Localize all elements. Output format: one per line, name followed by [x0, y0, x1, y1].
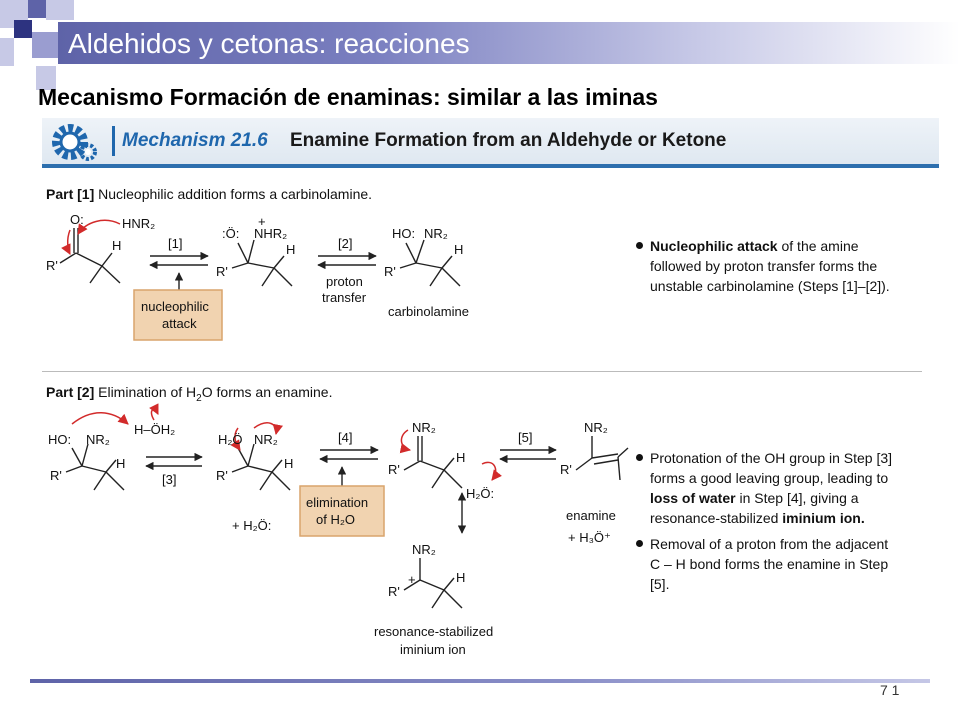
step-2: [2]: [338, 236, 353, 251]
chem-h2o: H₂Ö:: [466, 486, 495, 501]
chem-r-prime: R': [384, 264, 396, 279]
bullet-bold: iminium ion.: [782, 510, 865, 526]
chem-h2o-plus: H₂Ö: [218, 432, 243, 447]
proton-transfer-line2: transfer: [322, 290, 367, 305]
mechanism-title: Enamine Formation from an Aldehyde or Ketone: [290, 130, 727, 151]
decor-square: [14, 20, 32, 38]
elimination-box: [300, 486, 384, 536]
chem-o-minus: :Ö:: [222, 226, 240, 241]
chem-r-prime: R': [560, 462, 572, 477]
bullet-bold: Nucleophilic attack: [650, 238, 778, 254]
chem-ho: HO:: [48, 432, 72, 447]
chem-amine: HNR₂: [122, 216, 156, 231]
carbinolamine-label: carbinolamine: [388, 304, 469, 319]
box-text-line1: nucleophilic: [141, 299, 209, 314]
proton-transfer-line1: proton: [326, 274, 363, 289]
mechanism-label: Mechanism 21.6: [122, 130, 268, 151]
resonance-label-line1: resonance-stabilized: [374, 624, 494, 639]
chem-nhr2: NHR₂: [254, 226, 288, 241]
enamine-label: enamine: [566, 508, 616, 523]
part2-bullet-2: Removal of a proton from the adjacent C – H bond forms the enamine in Step [5].: [634, 534, 894, 594]
chem-r-prime: R': [388, 584, 400, 599]
mechanism-figure: [42, 118, 939, 664]
part2-tag: Part [2]: [46, 384, 95, 400]
part2-bullets: [634, 448, 894, 600]
chem-r-prime: R': [216, 468, 228, 483]
part1-tag: Part [1]: [46, 186, 95, 202]
chem-r-prime: R': [46, 258, 58, 273]
chem-plus: +: [408, 572, 416, 587]
box-text-line2: of H₂O: [316, 512, 355, 527]
part1-bullets: [634, 236, 904, 302]
part2-heading-post: O forms an enamine.: [201, 384, 333, 400]
chem-h: H: [454, 242, 464, 257]
step-4: [4]: [338, 430, 353, 445]
bullet-text: Protonation of the OH group in Step [3] forms a good leaving group, leading to: [650, 450, 893, 486]
chem-nr2: NR₂: [254, 432, 278, 447]
chem-h: H: [284, 456, 294, 471]
footer-rule: [30, 679, 930, 683]
slide-title: Aldehidos y cetonas: reacciones: [68, 28, 470, 59]
nucleophilic-attack-box: [134, 290, 222, 340]
chem-nr2: NR₂: [412, 420, 436, 435]
part2-heading-sub: 2: [196, 392, 202, 404]
chem-plus: +: [258, 214, 266, 229]
chem-nr2: NR₂: [86, 432, 110, 447]
page-number: 7 1: [880, 682, 900, 698]
chem-h: H: [456, 450, 466, 465]
chem-ho: HO:: [392, 226, 416, 241]
chem-h: H: [112, 238, 122, 253]
decor-square: [32, 32, 58, 58]
chem-nr2: NR₂: [424, 226, 448, 241]
chem-h-oh2: H–ÖH₂: [134, 422, 176, 437]
part1-heading-text: Nucleophilic addition forms a carbinolamine.: [98, 186, 373, 202]
part1-bullet: [634, 236, 904, 296]
part2-heading-pre: Elimination of H: [98, 384, 197, 400]
chem-r-prime: R': [216, 264, 228, 279]
step-3: [3]: [162, 472, 177, 487]
bullet-text: in Step [4], giving a resonance-stabilized: [650, 490, 859, 526]
chem-o: O:: [70, 212, 84, 227]
water-byproduct: + H₂Ö:: [232, 518, 272, 533]
reaction-scheme: [42, 118, 632, 664]
chem-h: H: [456, 570, 466, 585]
chem-nr2: NR₂: [584, 420, 608, 435]
chem-r-prime: R': [50, 468, 62, 483]
chem-nr2: NR₂: [412, 542, 436, 557]
chem-h: H: [116, 456, 126, 471]
chem-h: H: [286, 242, 296, 257]
step-1: [1]: [168, 236, 183, 251]
part2-bullet-1: [634, 448, 894, 528]
decor-square: [0, 38, 14, 66]
box-text-line1: elimination: [306, 495, 369, 510]
decor-square: [46, 0, 74, 20]
chem-r-prime: R': [388, 462, 400, 477]
decor-square: [28, 0, 46, 18]
step-5: [5]: [518, 430, 533, 445]
bullet-bold: loss of water: [650, 490, 736, 506]
bullet-text: of the amine followed by proton transfer forms the unstable carbinolamine (Steps [1]–[2]).: [650, 238, 890, 294]
enamine-byproduct: + H₃Ö⁺: [568, 530, 611, 545]
slide-subtitle: Mecanismo Formación de enaminas: similar a las iminas: [38, 84, 658, 110]
box-text-line2: attack: [162, 316, 197, 331]
resonance-label-line2: iminium ion: [400, 642, 466, 657]
